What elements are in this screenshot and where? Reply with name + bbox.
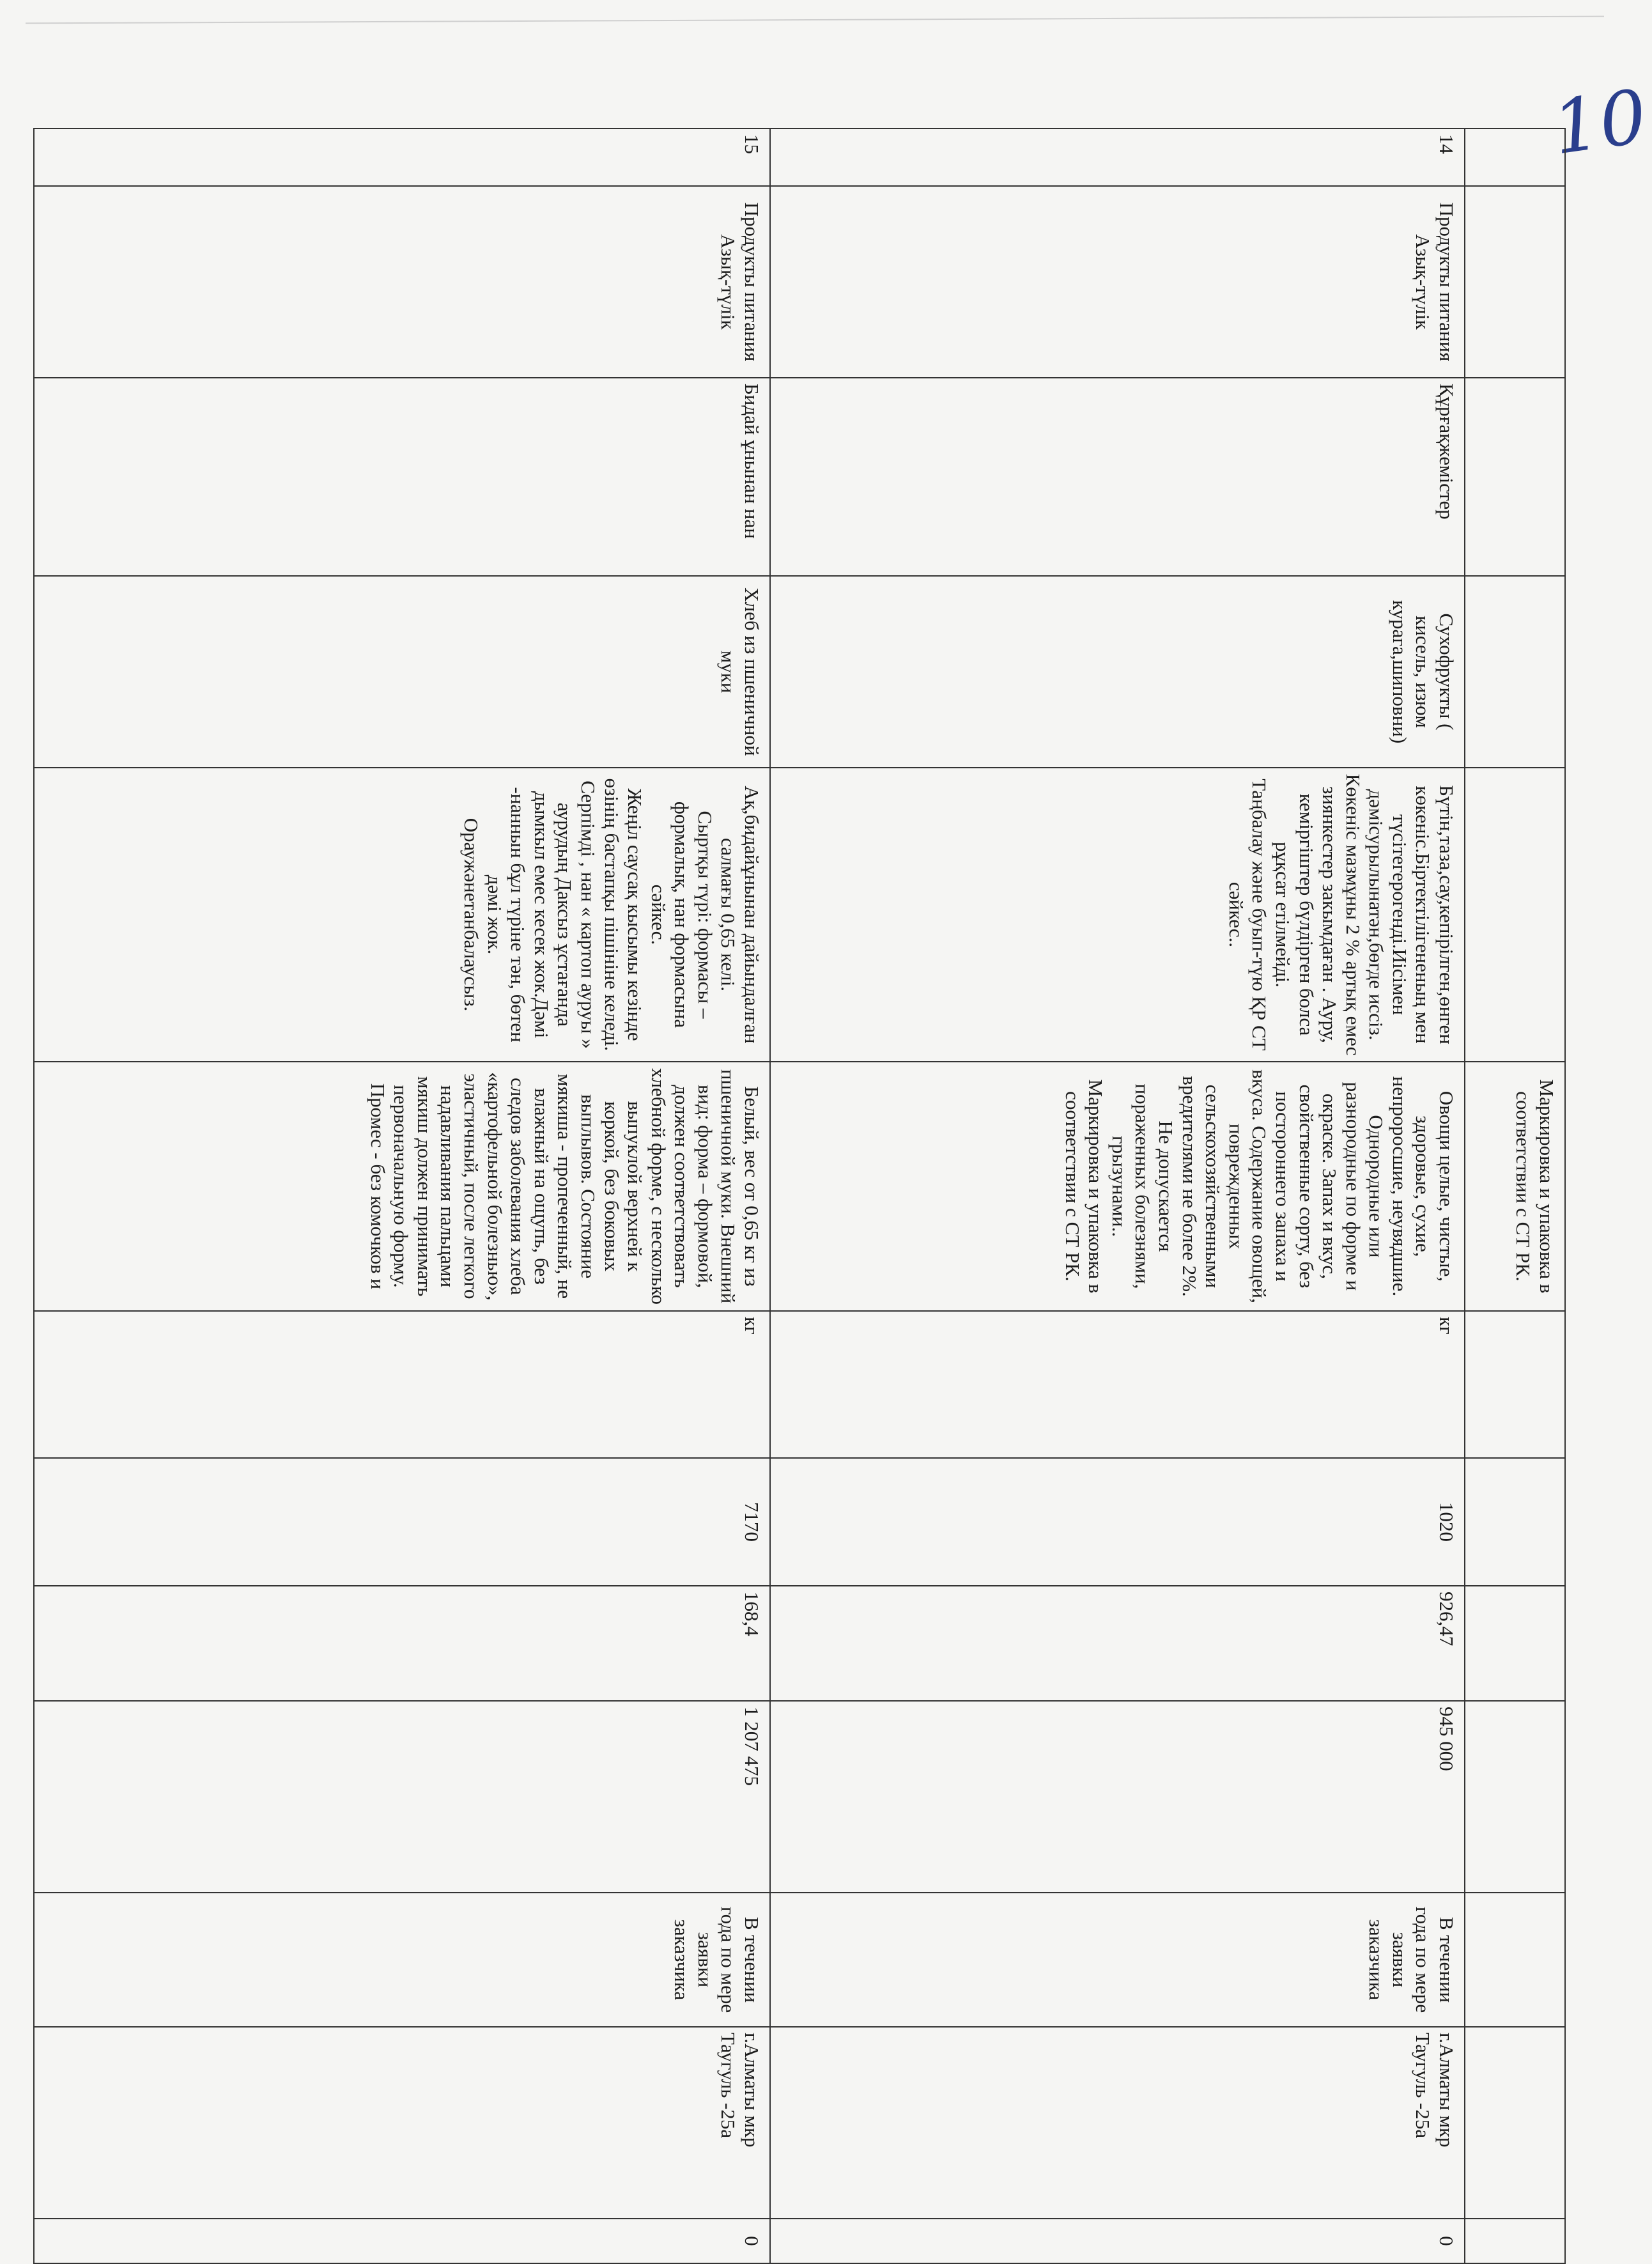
price-cell: 926,47 (770, 1586, 1465, 1701)
price-cell: 168,4 (34, 1586, 770, 1701)
amount-cell: 1 207 475 (34, 1701, 770, 1893)
header-cell-price (1465, 1586, 1565, 1701)
header-fragment-row (1465, 128, 1565, 2263)
name-ru-cell: Хлеб из пшеничной муки (34, 576, 770, 768)
header-cell-advance (1465, 2219, 1565, 2263)
header-cell-term (1465, 1893, 1565, 2027)
characteristics-ru-cell: Белый, вес от 0,65 кг из пшеничной муки. Внешний вид: форма – формовой, должен соответствовать хлебной форме, с несколько выпуклой верхней к коркой, без боковых выплывов. Состояние мякиша - пропеченный, не влажный на ощупь, без следов заболевания хлеба «картофельной болезнью», эластичный, после легкого надавливания пальцами мякиш должен принимать первоначальную форму. Промес - без комочков и (34, 1062, 770, 1311)
scan-edge (26, 16, 1604, 24)
table-row (770, 128, 1465, 2263)
table-row (34, 128, 770, 2263)
name-ru-cell: Сухофрукты ( кисель, изюм курага,шиповни) (770, 576, 1465, 768)
advance-cell: 0 (34, 2219, 770, 2263)
characteristics-ru-cell: Овощи целые, чистые, здоровые, сухие, непроросшие, неувядшие. Однородные или разнородные по форме и окраске. Запах и вкус, свойственные сорту, без постороннего запаха и вкуса. Содержание овощей, поврежденных сельскохозяйственными вредителями не более 2%. Не допускается пораженных болезнями, грызунами.. Маркировка и упаковка в соответствии с СТ РК. (770, 1062, 1465, 1311)
name-kz-cell: Құрғақжемістер (770, 378, 1465, 576)
header-cell-char-kz (1465, 768, 1565, 1062)
header-cell-name-kz (1465, 378, 1565, 576)
unit-cell: кг (34, 1311, 770, 1458)
specification-table (33, 128, 1566, 2264)
delivery-place-cell: г.Алматы мкр Таугуль -25а (770, 2027, 1465, 2219)
unit-cell: кг (770, 1311, 1465, 1458)
header-cell-char-ru: Маркировка и упаковка в соответствии с СТ РК. (1465, 1062, 1565, 1311)
rotated-table-wrapper (77, 128, 1566, 2263)
quantity-cell: 7170 (34, 1458, 770, 1586)
row-number: 14 (770, 128, 1465, 186)
header-cell-unit (1465, 1311, 1565, 1458)
header-cell-name-ru (1465, 576, 1565, 768)
row-number: 15 (34, 128, 770, 186)
advance-cell: 0 (770, 2219, 1465, 2263)
amount-cell: 945 000 (770, 1701, 1465, 1893)
header-cell-amount (1465, 1701, 1565, 1893)
header-cell-place (1465, 2027, 1565, 2219)
name-kz-cell: Бидай ұнынан нан (34, 378, 770, 576)
characteristics-kz-cell: Бүтін,таза,сау,кепірілген,өнген көкеніс.Біртектілігененың мен түсітегерогенді.Иісімен дәмісурылынатән,бөгде иссіз. Көкеніс мазмұны 2 % артық емес зиянкестер закымдаған . Ауру, кеміргіштер бүлдірген болса рұқсат етілмейді. Таңбалау және буып-түю ҚР СТ сәйкес.. (770, 768, 1465, 1062)
delivery-place-cell: г.Алматы мкр Таугуль -25а (34, 2027, 770, 2219)
category-cell: Продукты питания Азық-түлік (770, 186, 1465, 378)
header-cell-category (1465, 186, 1565, 378)
characteristics-kz-cell: Ақ,бидайұнынан дайындалған салмағы 0,65 келі. Сыртқы түрі: формасы –формалық, нан формасына сәйкес. Жеңіл саусақ кысымы кезінде өзінің бастапқы пішініне келеді. Серпімді , нан « картоп ауруы » аурудың Даксыз ұстағанда дымкыл емес кесек жок.Дәмі -наннын бұл түріне тән, бөтен дәмі жок. Ораужәнетанбалаусыз. (34, 768, 770, 1062)
header-cell-num (1465, 128, 1565, 186)
delivery-term-cell: В течении года по мере заявки заказчика (770, 1893, 1465, 2027)
category-cell: Продукты питания Азық-түлік (34, 186, 770, 378)
quantity-cell: 1020 (770, 1458, 1465, 1586)
delivery-term-cell: В течении года по мере заявки заказчика (34, 1893, 770, 2027)
handwritten-page-number: 10 (1547, 74, 1652, 172)
header-cell-qty (1465, 1458, 1565, 1586)
